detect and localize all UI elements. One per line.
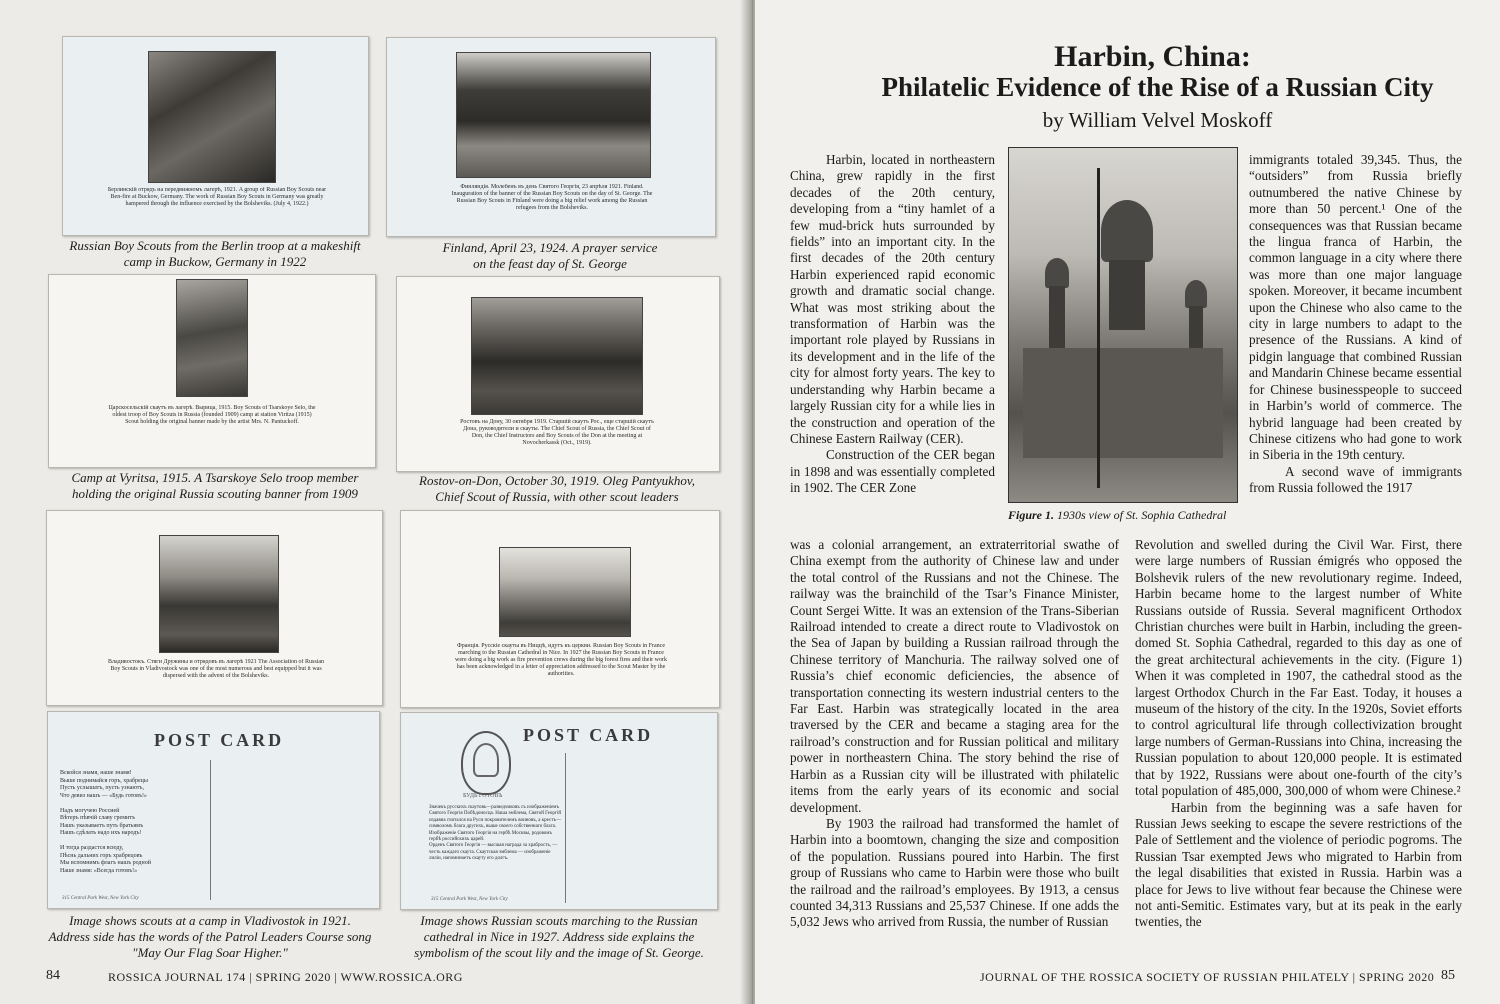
left-page xyxy=(0,0,745,1004)
page-number-left: 84 xyxy=(46,968,60,983)
card-text: Франція. Русскіе скауты въ Ниццѣ, идутъ къ церкви. Russian Boy Scouts in France marching to the Russian Cathedral in Nice. In 1927 the Russian Boy Scouts in France were doing a big work as fire prevention crews during the big forest fires and their work has been acknowledged in a letter of appreciation addressed to the Scout Master by the authorities. xyxy=(455,643,667,677)
cathedral-body xyxy=(1023,348,1223,458)
paragraph: immigrants totaled 39,345. Thus, the “outsiders” from Russia briefly outnumbered the native Chinese by more than 50 percent.¹ One of the consequences was that Russian became the lingua franca of Harbin, the common language in a city where there was more than one major language spoken. Moreover, it became incumbent upon the Chinese who also came to the city in large numbers to adapt to the presence of the Russians. A kind of pidgin language that combined Russian and Mandarin Chinese became essential for Chinese businesspeople to succeed in Harbin’s world of commerce. The hybrid language had been created by Chinese citizens who had gone to work in Siberia in the 19th century. xyxy=(1249,152,1462,463)
paragraph: Harbin, located in northeastern China, grew rapidly in the first decades of the 20th century, developing from a “tiny hamlet of a few mud-brick huts surrounded by fields” into an important city. In the first decades of the 20th century Harbin experienced rapid economic growth and dramatic social change. What was most striking about the transformation of Harbin was the important role played by Russians in its development and in the life of the city for almost forty years. The key to understanding why Harbin became a largely Russian city for a while lies in the construction and operation of the Chinese Eastern Railway (CER). xyxy=(790,152,995,446)
paragraph: Harbin from the beginning was a safe haven for Russian Jews seeking to escape the severe restrictions of the Pale of Settlement and the violence of periodic pogroms. The Russian Tsar exempted Jews who migrated to Harbin from the legal disabilities that existed in Russia. Harbin was a place for Jews to live without fear because the Chinese were not anti-Semitic. Estimates vary, but at its peak in the early twenties, the xyxy=(1135,799,1462,930)
emblem-motto: БУДЬ ГОТОВЪ xyxy=(463,793,503,799)
paragraph: A second wave of immigrants from Russia followed the 1917 xyxy=(1249,463,1462,496)
footer-left: ROSSICA JOURNAL 174 | SPRING 2020 | WWW.ROSSICA.ORG xyxy=(108,970,463,984)
photo-vyritsa-scout xyxy=(176,279,248,397)
caption-vladivostok: Image shows scouts at a camp in Vladivostok in 1921. Address side has the words of the Patrol Leaders Course song "May Our Flag Soar Higher." xyxy=(48,913,372,960)
card-text: Финляндія. Молебенъ въ день Святого Георгія, 23 апрѣля 1921. Finland. Inauguration of the banner of the Russian Boy Scouts on the day of St. George. The Russian Boy Scouts in Finland were doing a big relief work among the Russian refugees from the Bolsheviks. xyxy=(451,184,653,211)
right-page xyxy=(755,0,1500,1004)
side-dome xyxy=(1045,258,1069,288)
figure-caption: Figure 1. 1930s view of St. Sophia Cathedral xyxy=(1008,508,1227,522)
photo-nice-cathedral xyxy=(499,547,631,637)
column-lower-right xyxy=(1135,537,1462,931)
symbolism-text: Значекъ русскихъ скаутовъ—разведчиковъ съ изображеніемъ Святого Георгія Побѣдоносца. Наша эмблема, Святой Георгій издавна считался на Руси покровителемъ воиновъ, а крестъ—символомъ блага другихъ, выше своего собственнаго блага. Изображеніе Святого Георгія на гербѣ Москвы, родовомъ гербѣ российскихъ царей. Орденъ Святого Георгія — высшая награда за храбрость, — честь каждаго скаута. Скаутская эмблема — изображеніе лиліи, напоминаетъ скауту его долгъ. xyxy=(429,805,561,862)
caption-finland: Finland, April 23, 1924. A prayer service on the feast day of St. George xyxy=(442,240,658,271)
card-text: Ростовъ на Дону, 30 октября 1919. Старшій скаутъ Рос., еще старшій скаутъ Дона, руководители и скауты. The Chief Scout of Russia, the Chief Scout of Don, the Chief Instructors and Boy Scouts of the Don at the meeting at Novocherkassk (Oct., 1919). xyxy=(460,419,654,446)
column-3 xyxy=(1249,152,1462,497)
post-card-title: POST CARD xyxy=(523,725,654,745)
postcard-rostov xyxy=(396,276,720,472)
figure-st-sophia-cathedral xyxy=(1008,147,1238,503)
paragraph: Revolution and swelled during the Civil War. First, there were large numbers of Russian émigrés who opposed the Bolshevik rulers of the new revolutionary regime. Indeed, Harbin became home to the largest number of White Russians outside of Russia. Several magnificent Orthodox Christian churches were built in Harbin, including the green-domed St. Sophia Cathedral, regarded to this day as one of the great architectural achievements in the city. (Figure 1) When it was completed in 1907, the cathedral stood as the largest Orthodox Church in the Far East. Today, it houses a museum of the history of the city. In the 1920s, Soviet efforts to control agricultural life through collectivization brought large numbers of German-Russians into China, increasing the Russian population to about 120,000 people. It is estimated that by 1922, Russians were about one-fourth of the city’s total population of 485,000, 300,000 of whom were Chinese.² xyxy=(1135,537,1462,799)
postcard-finland xyxy=(386,37,716,237)
photo-finland-service xyxy=(456,52,651,178)
paragraph: By 1903 the railroad had transformed the hamlet of Harbin into a boomtown, changing the size and composition of the population. Russians poured into Harbin. The first group of Russians who came to Harbin were those who built the railroad and the railroad’s employees. By 1913, a census counted 34,313 Russians and 25,537 Chinese. If one adds the 5,032 Jews who arrived from Russia, the number of Russian xyxy=(790,815,1119,930)
address-divider xyxy=(565,753,566,903)
caption-rostov: Rostov-on-Don, October 30, 1919. Oleg Pantyukhov, Chief Scout of Russia, with other scout leaders xyxy=(419,473,695,504)
article-title-line-2: Philatelic Evidence of the Rise of a Russian City xyxy=(881,72,1434,102)
article-title-line-1: Harbin, China: xyxy=(1054,40,1251,73)
caption-nice: Image shows Russian scouts marching to the Russian cathedral in Nice in 1927. Address side explains the symbolism of the scout lily and the image of St. George. xyxy=(414,913,704,960)
column-lower-left xyxy=(790,537,1119,931)
caption-vyritsa: Camp at Vyritsa, 1915. A Tsarskoye Selo troop member holding the original Russia scouting banner from 1909 xyxy=(71,470,359,501)
scout-lily-emblem-icon xyxy=(461,731,511,795)
caption-berlin: Russian Boy Scouts from the Berlin troop at a makeshift camp in Buckow, Germany in 1922 xyxy=(69,238,361,269)
main-dome xyxy=(1101,200,1153,262)
card-text: Царскосельскій скаутъ въ лагерѣ. Вырица, 1915. Boy Scouts of Tsarskoye Selo, the oldest troop of Boy Scouts in Russia (founded 1909) camp at station Viritza (1915) Scout holding the original banner made by the artist Mrs. N. Pantuckoff. xyxy=(108,405,316,425)
address-divider xyxy=(210,760,211,900)
page-number-right: 85 xyxy=(1441,968,1455,983)
post-card-title: POST CARD xyxy=(154,730,285,750)
article-byline: by William Velvel Moskoff xyxy=(1042,108,1273,132)
photo-vladivostok-banners xyxy=(159,535,279,653)
card-text: Берлинскій отрядъ на передвижномъ лагерѣ, 1921. A group of Russian Boy Scouts near Ben-fire at Buckow, Germany. The work of Russian Boy Scouts in Germany was greatly hampered through the influence exercised by the Bolsheviks. (July 4, 1922.) xyxy=(107,187,327,207)
postcard-vyritsa xyxy=(48,274,376,468)
postcard-publisher: 315 Central Park West, New York City xyxy=(431,897,508,902)
paragraph: Construction of the CER began in 1898 and was essentially completed in 1902. The CER Zone xyxy=(790,447,995,496)
postcard-address-side-2 xyxy=(400,712,718,910)
card-text: Владивостокъ. Стяги Дружины и отрядовъ въ лагерѣ 1921 The Association of Russian Boy Scouts in Vladivostock was one of the most numerous and best equipped but it was dispersed with the advent of the Bolsheviks. xyxy=(107,659,325,679)
footer-right: JOURNAL OF THE ROSSICA SOCIETY OF RUSSIAN PHILATELY | SPRING 2020 xyxy=(980,970,1435,984)
postcard-vladivostok xyxy=(46,510,383,706)
song-verse: Вскойся знамя, наше знамя! Выше поднимайся горъ, храбрецы Пусть услышатъ, пусть узнаютъ, Что девиз нашъ — «Будь готовъ!» Надъ могучею Россией Вѣтеръ пѣвчій славу гремитъ Нашъ указываетъ путь братьямъ Нашъ сдѣлать надо ихъ народъ! И тогда раздастся всюду, Пѣснь дальних горъ храбрецовъ Мы вспомнимъ флагъ нашъ родной Наше знамя: «Всегда готовъ!» xyxy=(60,770,151,874)
paragraph: was a colonial arrangement, an extraterritorial swathe of China exempt from the authority of Chinese law and under the total control of the Russians and not the Chinese. The railway was the brainchild of the Tsar’s Finance Minister, Count Sergei Witte. It was an extension of the Trans-Siberian Railroad intended to create a direct route to Vladivostok on the Sea of Japan by building a Russian railroad through the Chinese territory of Manchuria. The railway solved one of Russia’s chief economic deficiencies, the absence of transportation connecting its western industrial centers to the Far East. Harbin was strategically located in the area traversed by the CER and became a staging area for the railroad’s construction and for Russian political and military power in northeastern China. The story behind the rise of Harbin as a Russian city will be illustrated with philatelic items from the early years of its economic and social development. xyxy=(790,537,1119,815)
postcard-address-side-1 xyxy=(47,711,380,909)
postcard-publisher: 315 Central Park West, New York City xyxy=(62,896,139,901)
central-drum xyxy=(1109,260,1145,330)
postcard-nice xyxy=(400,510,720,708)
column-1 xyxy=(790,152,995,497)
side-dome xyxy=(1185,280,1207,308)
photo-berlin-camp xyxy=(148,51,276,183)
photo-rostov-leaders xyxy=(471,297,643,415)
utility-pole xyxy=(1097,168,1100,488)
side-tower xyxy=(1049,286,1065,356)
postcard-berlin-troop xyxy=(62,36,369,236)
